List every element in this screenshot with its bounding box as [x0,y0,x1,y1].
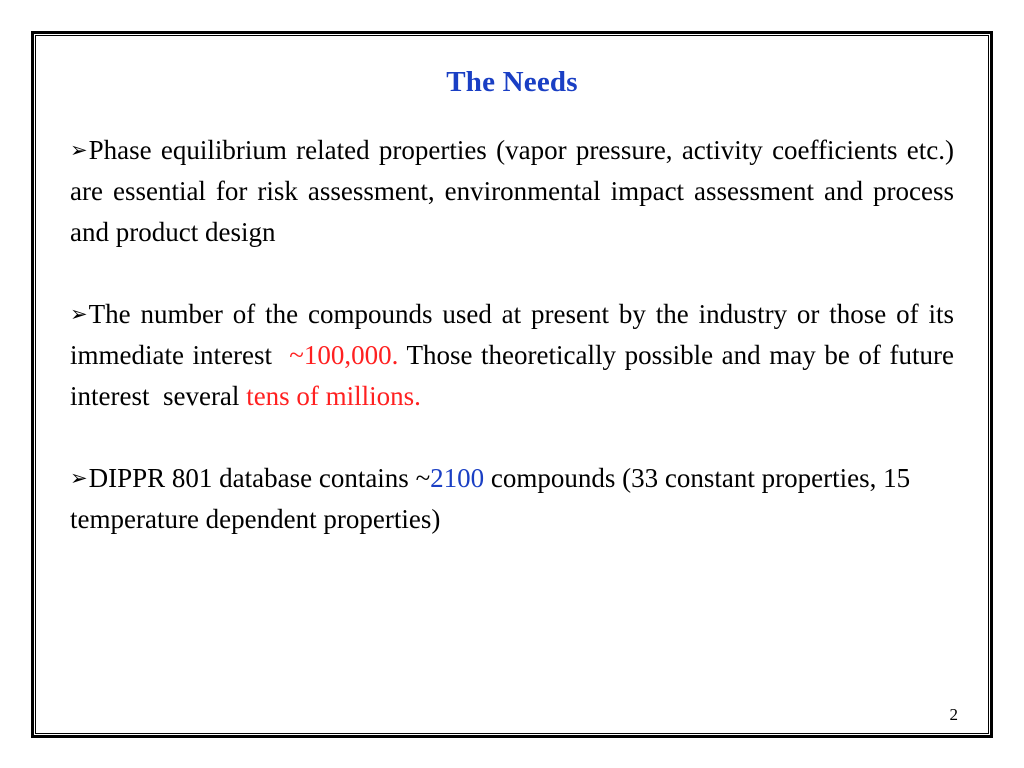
page-number: 2 [949,705,958,724]
bullet-item-phase-equilibrium [70,130,954,253]
bullet-text: Phase equilibrium related properties (vapor pressure, activity coefficients etc.) are essential for risk assessment, environmental impact assessment and process and product design [70,135,954,247]
arrow-bullet-icon: ➢ [70,138,88,162]
arrow-bullet-icon: ➢ [70,302,88,326]
bullet-text: The number of the compounds used at present by the industry or those of its immediate interest [70,299,954,370]
slide-content [70,130,954,581]
highlight-value: 2100 [430,463,485,493]
bullet-item-dippr-database [70,458,954,540]
highlight-value: tens of millions. [246,381,421,411]
bullet-text: DIPPR 801 database contains ~ [88,463,431,493]
bullet-text: compounds (33 constant properties, 15 temperature dependent properties) [70,463,911,534]
bullet-item-compound-count [70,294,954,417]
slide-title: The Needs [446,66,578,98]
highlight-value: ~100,000. [289,340,399,370]
bullet-text: Those theoretically possible and may be of future interest several [70,340,954,411]
arrow-bullet-icon: ➢ [70,466,88,490]
